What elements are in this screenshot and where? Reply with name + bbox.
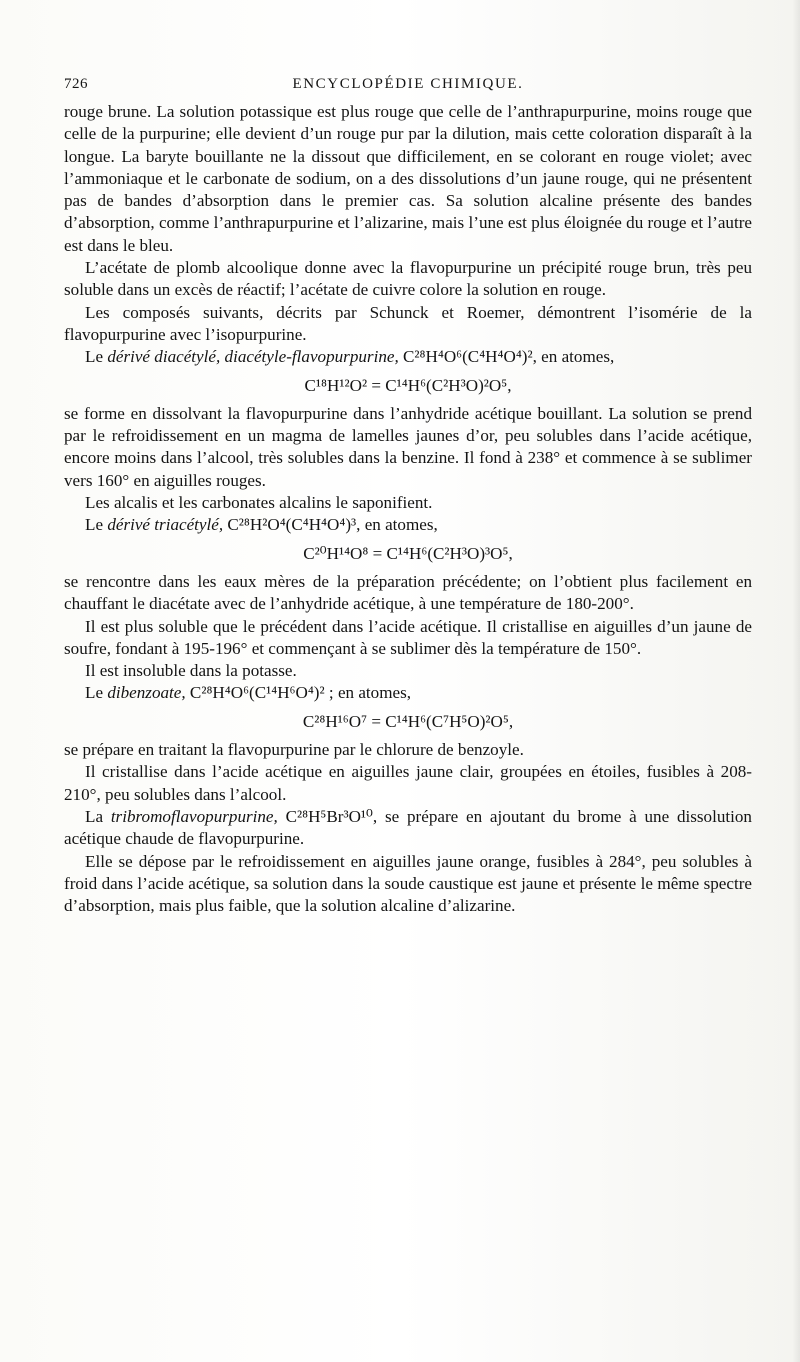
formula-inline: C²⁸H⁴O⁶(C¹⁴H⁶O⁴)² ; bbox=[185, 683, 338, 703]
formula-line: C²⁰H¹⁴O⁸ = C¹⁴H⁶(C²H³O)³O⁵, bbox=[303, 543, 513, 563]
compound-name: tribromoflavopurpurine, bbox=[110, 806, 278, 826]
paragraph: se forme en dissolvant la flavopurpurine dans l’anhydride acétique bouillant. La solution se prend par le refroidissement en un magma de lamelles jaunes d’or, peu solubles dans l’acide acétique, encore moins dans l’alcool, très solubles dans la benzine. Il fond à 238° et commence à se sublimer vers 160° en aiguilles rouges. bbox=[64, 403, 752, 490]
lead-text: Le bbox=[85, 515, 108, 535]
paragraph: Il est insoluble dans la potasse. bbox=[85, 661, 297, 681]
tail-text: en atomes, bbox=[364, 515, 438, 535]
paragraph: Les composés suivants, décrits par Schunck et Roemer, démontrent l’isomérie de la flavopurpurine avec l’isopurpurine. bbox=[64, 302, 752, 344]
paragraph: Il cristallise dans l’acide acétique en aiguilles jaune clair, groupées en étoiles, fusibles à 208-210°, peu solubles dans l’alcool. bbox=[64, 762, 752, 804]
running-head: ENCYCLOPÉDIE CHIMIQUE. bbox=[292, 76, 524, 92]
formula-line: C¹⁸H¹²O² = C¹⁴H⁶(C²H³O)²O⁵, bbox=[304, 375, 512, 395]
paragraph: rouge brune. La solution potassique est plus rouge que celle de l’anthrapurpurine, moins rouge que celle de la purpurine; elle devient d’un rouge pur par la dilution, mais cette coloration disparaît à la longue. La baryte bouillante ne la dissout que difficilement, en se colorant en rouge violet; avec l’ammoniaque et le carbonate de sodium, on a des dissolutions d’un jaune rouge, qui ne présentent pas de bandes d’absorption dans le premier cas. Sa solution alcaline présente des bandes d’absorption, comme l’anthrapurpurine et l’alizarine, mais l’une est plus éloignée du rouge et l’autre est dans le bleu. bbox=[64, 102, 752, 255]
formula-inline: C²⁸H²O⁴(C⁴H⁴O⁴)³, bbox=[223, 515, 365, 535]
formula-inline: C²⁸H⁵Br³O¹⁰, bbox=[277, 806, 385, 826]
paragraph: se prépare en traitant la flavopurpurine par le chlorure de benzoyle. bbox=[64, 740, 524, 760]
compound-name: dibenzoate, bbox=[107, 683, 186, 703]
body-text bbox=[64, 101, 752, 917]
page-number: 726 bbox=[64, 76, 88, 92]
lead-text: Le bbox=[85, 347, 108, 367]
tail-text: se prépare en ajoutant du brome à une dissolution acétique chaude de flavopurpurine. bbox=[64, 806, 752, 849]
paragraph: Elle se dépose par le refroidissement en aiguilles jaune orange, fusibles à 284°, peu solubles à froid dans l’acide acétique, sa solution dans la soude caustique est jaune et présente le même spectre d’absorption, mais plus faible, que la solution alcaline d’alizarine. bbox=[64, 851, 752, 916]
paragraph-diacetyl bbox=[64, 346, 752, 368]
paragraph: se rencontre dans les eaux mères de la préparation précédente; on l’obtient plus facilement en chauffant le diacétate avec de l’anhydride acétique, à une température de 180-200°. bbox=[64, 571, 752, 614]
scan-edge-shadow bbox=[792, 0, 800, 1362]
lead-text: Le bbox=[85, 683, 108, 703]
paragraph-tribromo bbox=[64, 806, 752, 851]
tail-text: en atomes, bbox=[337, 683, 412, 703]
compound-name: dérivé triacétylé, bbox=[107, 515, 224, 535]
paragraph: Il est plus soluble que le précédent dans l’acide acétique. Il cristallise en aiguilles d’un jaune de soufre, fondant à 195-196° et commençant à se sublimer dès la température de 150°. bbox=[64, 616, 752, 658]
lead-text: La bbox=[85, 806, 111, 826]
paragraph: L’acétate de plomb alcoolique donne avec la flavopurpurine un précipité rouge brun, très peu soluble dans un excès de réactif; l’acétate de cuivre colore la solution en rouge. bbox=[64, 258, 752, 300]
tail-text: en atomes, bbox=[541, 347, 615, 367]
compound-name: dérivé diacétylé, diacétyle-flavopurpurine, bbox=[107, 347, 399, 367]
formula-inline: C²⁸H⁴O⁶(C⁴H⁴O⁴)², bbox=[398, 347, 542, 367]
page-header bbox=[64, 76, 752, 98]
paragraph-triacetyl bbox=[64, 514, 752, 536]
paragraph: Les alcalis et les carbonates alcalins le saponifient. bbox=[85, 493, 433, 513]
formula-line: C²⁸H¹⁶O⁷ = C¹⁴H⁶(C⁷H⁵O)²O⁵, bbox=[302, 711, 514, 731]
paragraph-dibenzoate bbox=[64, 682, 752, 704]
